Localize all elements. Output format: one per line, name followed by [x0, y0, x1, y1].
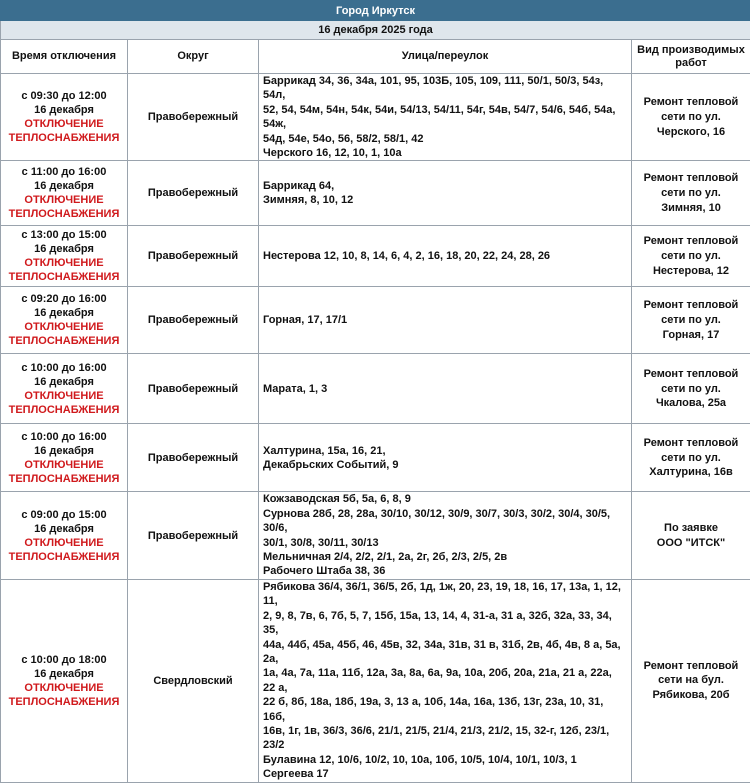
- district-cell: Правобережный: [128, 354, 259, 424]
- street-line: Марата, 1, 3: [263, 382, 627, 396]
- schedule-date: 16 декабря 2025 года: [1, 21, 750, 40]
- work-line: Ремонт тепловой: [636, 436, 746, 451]
- column-header-work: Вид производимых работ: [632, 40, 750, 74]
- street-line: Булавина 12, 10/6, 10/2, 10, 10а, 10б, 10/5, 10/4, 10/1, 10/3, 1: [263, 753, 627, 767]
- outage-time-cell: [1, 424, 128, 492]
- streets-cell: [259, 161, 632, 226]
- street-line: 2, 9, 8, 7в, 6, 7б, 5, 7, 15б, 15а, 13, 14, 4, 31-а, 31 а, 32б, 32а, 33, 34, 35,: [263, 609, 627, 638]
- outage-date: 16 декабря: [5, 242, 123, 256]
- street-line: 52, 54, 54м, 54н, 54к, 54и, 54/13, 54/11, 54г, 54в, 54/7, 54/6, 54б, 54а, 54ж,: [263, 103, 627, 132]
- street-line: 44а, 44б, 45а, 45б, 46, 45в, 32, 34а, 31в, 31 в, 31б, 2в, 4б, 4в, 8 а, 5а, 2а,: [263, 638, 627, 667]
- work-line: Чкалова, 25а: [636, 396, 746, 411]
- outage-alert-label: ТЕПЛОСНАБЖЕНИЯ: [5, 207, 123, 221]
- outage-date: 16 декабря: [5, 444, 123, 458]
- time-range: с 10:00 до 16:00: [5, 430, 123, 444]
- time-range: с 10:00 до 18:00: [5, 653, 123, 667]
- district-cell: Правобережный: [128, 161, 259, 226]
- work-line: По заявке: [636, 521, 746, 536]
- work-type-cell: [632, 287, 750, 354]
- time-range: с 13:00 до 15:00: [5, 228, 123, 242]
- work-line: Рябикова, 20б: [636, 688, 746, 703]
- work-line: Нестерова, 12: [636, 264, 746, 279]
- district-cell: Правобережный: [128, 287, 259, 354]
- street-line: Баррикад 34, 36, 34а, 101, 95, 103Б, 105, 109, 111, 50/1, 50/3, 54з, 54л,: [263, 74, 627, 103]
- outage-date: 16 декабря: [5, 179, 123, 193]
- work-line: сети по ул.: [636, 249, 746, 264]
- streets-cell: [259, 424, 632, 492]
- street-line: Халтурина, 15а, 16, 21,: [263, 444, 627, 458]
- street-line: Черского 16, 12, 10, 1, 10а: [263, 146, 627, 160]
- column-header-time: Время отключения: [1, 40, 128, 74]
- outage-time-cell: [1, 74, 128, 161]
- table-row: [1, 74, 750, 161]
- outage-alert-label: ТЕПЛОСНАБЖЕНИЯ: [5, 550, 123, 564]
- district-cell: Правобережный: [128, 492, 259, 579]
- table-row: [1, 226, 750, 287]
- outage-alert-label: ТЕПЛОСНАБЖЕНИЯ: [5, 131, 123, 145]
- street-line: Рабочего Штаба 38, 36: [263, 564, 627, 578]
- street-line: 22 б, 8б, 18а, 18б, 19а, 3, 13 а, 10б, 14а, 16а, 13б, 13г, 23а, 10, 31, 16б,: [263, 695, 627, 724]
- outage-alert-label: ОТКЛЮЧЕНИЕ: [5, 320, 123, 334]
- time-range: с 11:00 до 16:00: [5, 165, 123, 179]
- outage-alert-label: ТЕПЛОСНАБЖЕНИЯ: [5, 472, 123, 486]
- work-type-cell: [632, 161, 750, 226]
- work-line: Ремонт тепловой: [636, 171, 746, 186]
- street-line: Сергеева 17: [263, 767, 627, 781]
- outage-date: 16 декабря: [5, 667, 123, 681]
- outage-alert-label: ОТКЛЮЧЕНИЕ: [5, 681, 123, 695]
- street-line: 30/1, 30/8, 30/11, 30/13: [263, 536, 627, 550]
- work-line: сети на бул.: [636, 673, 746, 688]
- time-range: с 10:00 до 16:00: [5, 361, 123, 375]
- work-type-cell: [632, 354, 750, 424]
- street-line: Мельничная 2/4, 2/2, 2/1, 2а, 2г, 2б, 2/3, 2/5, 2в: [263, 550, 627, 564]
- work-line: Ремонт тепловой: [636, 367, 746, 382]
- work-line: сети по ул.: [636, 110, 746, 125]
- streets-cell: [259, 226, 632, 287]
- street-line: Декабрьских Событий, 9: [263, 458, 627, 472]
- district-cell: Правобережный: [128, 424, 259, 492]
- outage-time-cell: [1, 579, 128, 782]
- street-line: Зимняя, 8, 10, 12: [263, 193, 627, 207]
- work-line: сети по ул.: [636, 186, 746, 201]
- table-row: [1, 287, 750, 354]
- work-line: Ремонт тепловой: [636, 95, 746, 110]
- work-type-cell: [632, 492, 750, 579]
- outage-date: 16 декабря: [5, 375, 123, 389]
- outage-date: 16 декабря: [5, 522, 123, 536]
- outage-alert-label: ОТКЛЮЧЕНИЕ: [5, 256, 123, 270]
- work-line: Халтурина, 16в: [636, 465, 746, 480]
- outage-date: 16 декабря: [5, 103, 123, 117]
- work-line: Черского, 16: [636, 125, 746, 140]
- street-line: 16в, 1г, 1в, 36/3, 36/6, 21/1, 21/5, 21/4, 21/3, 21/2, 15, 32-г, 12б, 23/1, 23/2: [263, 724, 627, 753]
- outage-time-cell: [1, 226, 128, 287]
- work-line: сети по ул.: [636, 382, 746, 397]
- streets-cell: [259, 287, 632, 354]
- work-line: сети по ул.: [636, 451, 746, 466]
- table-row: [1, 354, 750, 424]
- streets-cell: [259, 492, 632, 579]
- street-line: Рябикова 36/4, 36/1, 36/5, 2б, 1д, 1ж, 20, 23, 19, 18, 16, 17, 13а, 1, 12, 11,: [263, 580, 627, 609]
- work-type-cell: [632, 579, 750, 782]
- table-body: [1, 74, 750, 783]
- district-cell: Правобережный: [128, 74, 259, 161]
- outage-alert-label: ОТКЛЮЧЕНИЕ: [5, 389, 123, 403]
- column-header-row: [1, 40, 750, 74]
- streets-cell: [259, 74, 632, 161]
- outage-alert-label: ОТКЛЮЧЕНИЕ: [5, 536, 123, 550]
- table-row: [1, 161, 750, 226]
- work-line: Ремонт тепловой: [636, 298, 746, 313]
- table-row: [1, 579, 750, 782]
- street-line: 1а, 4а, 7а, 11а, 11б, 12а, 3а, 8а, 6а, 9а, 10а, 20б, 20а, 21а, 21 а, 22а, 22 а,: [263, 666, 627, 695]
- time-range: с 09:30 до 12:00: [5, 89, 123, 103]
- work-line: ООО "ИТСК": [636, 536, 746, 551]
- work-type-cell: [632, 424, 750, 492]
- street-line: 54д, 54е, 54о, 56, 58/2, 58/1, 42: [263, 132, 627, 146]
- time-range: с 09:20 до 16:00: [5, 292, 123, 306]
- work-line: Ремонт тепловой: [636, 659, 746, 674]
- streets-cell: [259, 579, 632, 782]
- street-line: Горная, 17, 17/1: [263, 313, 627, 327]
- work-line: Зимняя, 10: [636, 201, 746, 216]
- outage-alert-label: ТЕПЛОСНАБЖЕНИЯ: [5, 695, 123, 709]
- outage-alert-label: ТЕПЛОСНАБЖЕНИЯ: [5, 270, 123, 284]
- work-type-cell: [632, 226, 750, 287]
- column-header-street: Улица/переулок: [259, 40, 632, 74]
- street-line: Баррикад 64,: [263, 179, 627, 193]
- work-line: Ремонт тепловой: [636, 234, 746, 249]
- work-line: сети по ул.: [636, 313, 746, 328]
- outage-alert-label: ТЕПЛОСНАБЖЕНИЯ: [5, 334, 123, 348]
- outage-alert-label: ОТКЛЮЧЕНИЕ: [5, 117, 123, 131]
- work-line: Горная, 17: [636, 328, 746, 343]
- streets-cell: [259, 354, 632, 424]
- street-line: Кожзаводская 5б, 5а, 6, 8, 9: [263, 492, 627, 506]
- work-type-cell: [632, 74, 750, 161]
- district-cell: Правобережный: [128, 226, 259, 287]
- district-cell: Свердловский: [128, 579, 259, 782]
- outage-time-cell: [1, 354, 128, 424]
- table-row: [1, 424, 750, 492]
- outage-time-cell: [1, 492, 128, 579]
- street-line: Нестерова 12, 10, 8, 14, 6, 4, 2, 16, 18, 20, 22, 24, 28, 26: [263, 249, 627, 263]
- street-line: Сурнова 28б, 28, 28а, 30/10, 30/12, 30/9, 30/7, 30/3, 30/2, 30/4, 30/5, 30/6,: [263, 507, 627, 536]
- city-title: Город Иркутск: [1, 1, 750, 21]
- outage-time-cell: [1, 161, 128, 226]
- time-range: с 09:00 до 15:00: [5, 508, 123, 522]
- outage-alert-label: ОТКЛЮЧЕНИЕ: [5, 193, 123, 207]
- outage-alert-label: ТЕПЛОСНАБЖЕНИЯ: [5, 403, 123, 417]
- outage-alert-label: ОТКЛЮЧЕНИЕ: [5, 458, 123, 472]
- column-header-district: Округ: [128, 40, 259, 74]
- outage-date: 16 декабря: [5, 306, 123, 320]
- table-row: [1, 492, 750, 579]
- outage-time-cell: [1, 287, 128, 354]
